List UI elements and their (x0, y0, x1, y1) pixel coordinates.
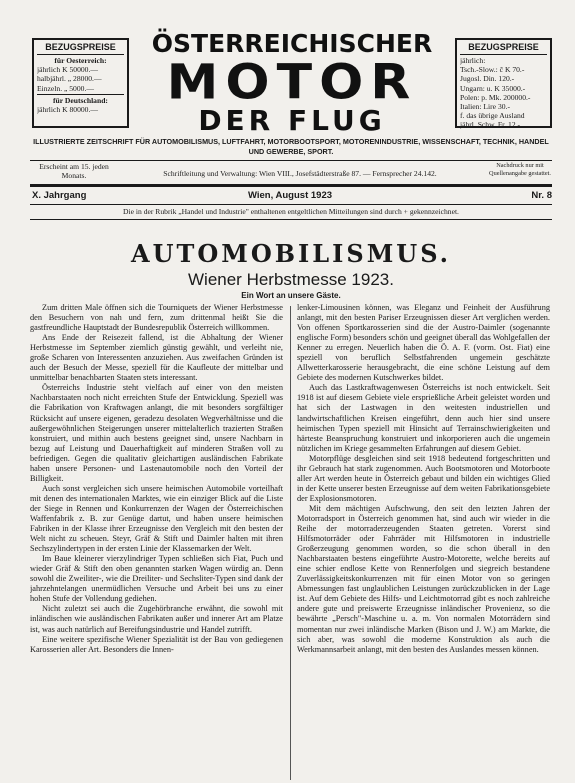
right-box-line: Jugosl. Din. 120.- (460, 74, 515, 84)
paragraph: lenker-Limousinen können, was Eleganz und Feinheit der Ausführung anlangt, mit den besten Pariser Erzeugnissen dieser Art verglichen werden. Von offenen Sportkarosserien sind die der Austro-Daimler (sogenannte englische Form) besonders schön und geeignet überall das Wohlgefallen der Kenner zu erregen. Neuerlich haben die Ö. A. F. (vorm. Ost. Fiat) eine speziell von beruflich Selbstfahrenden ungemein geschätzte Allwetterkarosserie herausgebracht, die eine schöne Leistung auf dem Gebiete des modernen Kutschwerkes bildet. (297, 303, 550, 383)
left-box-line: jährlich K 50000.— (37, 65, 98, 75)
advertisement-notice: Die in der Rubrik „Handel und Industrie" enthaltenen entgeltlichen Mitteilungen sind durch + gekennzeichnet. (123, 207, 459, 216)
paragraph: Auch das Lastkraftwagenwesen Österreichs ist noch entwickelt. Seit 1918 ist auf diesem Gebiete viele ersprießliche Arbeit geleistet worden und hat sich der Lastwagen in den weitesten industriellen und landwirtschaftlichen Kreisen eingeführt, denn auch hier sind unsere heimischen Typen speziell mit Hinsicht auf Terrainschwierigkeiten und härteste Beanspruchung konstruiert und inkorporieren auch die ungemein nützlichen im Kriege gesammelten Erfahrungen auf diesem Gebiet. (297, 383, 550, 453)
masthead-subtitle: ILLUSTRIERTE ZEITSCHRIFT FÜR AUTOMOBILISMUS, LUFTFAHRT, MOTORBOOTSPORT, MOTORENINDUSTRIE, WISSENSCHAFT, TECHNIK, HANDEL UND GEWERBE, SPORT. (33, 137, 549, 156)
left-box-line: jährlich K 80000.— (37, 105, 98, 115)
right-box-line: f. das übrige Ausland (460, 111, 525, 121)
left-price-box (32, 38, 129, 128)
publication-schedule: Erscheint am 15. jeden Monats. (39, 162, 109, 180)
article-column-left (30, 303, 283, 781)
divider (30, 160, 552, 161)
paragraph: Ans Ende der Reisezeit fallend, ist die Abhaltung der Wiener Herbstmesse im September ziemlich günstig gewählt, und verleiht nie, große Scharen von Interessenten anzuziehen. Aus zweifachen Gründen ist auch der Besuch der Messe, speziell für die Kaufleute der mittelbar und unmittelbar benachbarten Staaten stets interessant. (30, 333, 283, 383)
right-box-line: Tsch.-Slow.: č K 70.- (460, 65, 525, 75)
divider (37, 54, 124, 55)
paragraph: Motorpflüge desgleichen sind seit 1918 bedeutend fortgeschritten und ihr Gebrauch hat stark zugenommen. Auch Bootsmotoren und Motorboote aller Art werden heute in Österreich gebaut und bilden ein wichtiges Glied in der Kette unserer besten Erzeugnisse auf dem weiten Fabrikationsgebiete der Explosionsmotoren. (297, 453, 550, 503)
paragraph: Österreichs Industrie steht vielfach auf einer von den meisten Nachbarstaaten noch nicht erreichten Stufe der Entwicklung. Speziell was die Fabrikation von Kraftwagen anlangt, die mit besonders sorgfältiger Rücksicht auf unsere eigenen, geradezu desolaten Wegverhältnisse und die außergewöhnlichen Steigerungen unserer mittelalterlich trazierten Straßen konstruiert, und mithin auch bestens geeignet sind, unsere Nachbarn in bezug auf Leistung und Dauerhaftigkeit auf minderen Straßen voll zu befriedigen. Gegen die qualitativ gleichartigen ausländischen Fabrikate haben unsere Personen- und Lastenautomobile noch den Vorteil der Billigkeit. (30, 383, 283, 483)
right-box-title: BEZUGSPREISE (468, 42, 539, 52)
article-subtitle: Ein Wort an unsere Gäste. (241, 291, 341, 300)
article-title: Wiener Herbstmesse 1923. (188, 270, 394, 289)
divider (460, 54, 547, 55)
right-box-line: Polen: p. Mk. 200000.- (460, 92, 531, 102)
paragraph: Mit dem mächtigen Aufschwung, den seit den letzten Jahren der Motorradsport in Österreich genommen hat, sind auch wir wieder in die Reihe der motorraderzeugenden Staaten getreten. Vorerst sind Hilfsmotorräder oder Fahrräder mit Hilfsmotoren in industrielle Großerzeugung genommen worden, so die schon überall in den Nachbarstaaten bestens eingeführte Austro-Motorette, welche bereits auf eine schier endlose Kette von Rennerfolgen und siegreich bestandene Zuverlässigkeitskonkurrenzen mit für einen Motor von so geringen Abmessungen fast unglaublichen Leistungen zurückzublicken in der Lage ist. Auf dem Gebiete des Hilfs- und Leichtmotorrad gibt es noch zahlreiche andere gute und preiswerte Erzeugnisse inländischer Provenienz, so die bewährte „Persch"-Maschine u. a. m. Von normalen Motorrädern sind momentan nur zwei inländische Marken (Bison und J. W.) am Markte, die sich aber, was sowohl die moderne Konstruktion als auch die Werkmannsarbeit anlangt, mit den besten des Auslandes messen können. (297, 503, 550, 654)
left-box-line: halbjährl. „ 28000.— (37, 74, 102, 84)
masthead-motor: MOTOR (166, 55, 418, 111)
section-title: AUTOMOBILISMUS. (130, 239, 452, 268)
divider (30, 204, 552, 205)
paragraph: Eine weitere spezifische Wiener Spezialität ist der Bau von gediegenen Karosserien aller Art. Besonders die Innen- (30, 634, 283, 654)
paragraph: Nicht zuletzt sei auch die Zugehörbranche erwähnt, die sowohl mit inländischen wie ausländischen Fabrikaten außer und innerer Art am Platze ist, was auch natürlich auf Bereifungsindustrie und Handel zutrifft. (30, 604, 283, 634)
right-box-line: jährlich: (460, 56, 486, 65)
left-box-line: für Oesterreich: (54, 56, 107, 65)
paragraph: Im Baue kleinerer vierzylindriger Typen schließen sich Fiat, Puch und wieder Gräf & Stift den oben genannten starken Wagen würdig an. Denn sowohl die Zweiliter-, wie die Dreiliter- und Sechsliter-Typen sind dank der jahrzehntelangen unermüdlichen Versuche und Arbeit bei uns zu einer hohen Stufe der Vollendung gediehen. (30, 554, 283, 604)
reprint-notice: Nachdruck nur mit Quellenangabe gestattet. (489, 162, 551, 177)
left-box-title: BEZUGSPREISE (45, 42, 116, 52)
masthead-line1: ÖSTERREICHISCHER (151, 29, 433, 58)
right-price-box (455, 38, 552, 128)
left-box-line: für Deutschland: (53, 95, 108, 105)
divider (37, 94, 124, 95)
editorial-address: Schriftleitung und Verwaltung: Wien VIII., Josefstädterstraße 87. — Fernsprecher 24.142. (163, 169, 437, 178)
column-divider (290, 306, 291, 780)
masthead-der-flug: DER FLUG (198, 104, 386, 137)
left-box-line: Einzeln. „ 5000.— (37, 83, 94, 93)
right-box-line: Italien: Lire 30.- (460, 102, 510, 112)
article-column-right (297, 303, 550, 781)
issue-number: Nr. 8 (531, 190, 552, 201)
divider (30, 184, 552, 187)
right-box-line: Ungarn: u. K 35000.- (460, 83, 526, 93)
volume-label: X. Jahrgang (32, 190, 87, 201)
right-box-line: jährl. Schw. Fr. 12.- (460, 120, 521, 130)
paragraph: Auch sonst vergleichen sich unsere heimischen Automobile vorteilhaft mit denen des internationalen Marktes, wie ein einziger Blick auf die Liste der Siege in Rennen und Konkurrenzen der Wagen der Österreichischen Waffenfabrik z. B. zur Genüge dartut, und haben unsere heimischen Fabriken in der Klasse ihrer Erzeugnisse den Vergleich mit den besten der Welt nicht zu scheuen. Steyr, Gräf & Stift und Daimler halten mit ihren Sechszylindertypen in der ersten Linie der Klassemarken der Welt. (30, 483, 283, 554)
divider (30, 219, 552, 220)
paragraph: Zum dritten Male öffnen sich die Tourniquets der Wiener Herbstmesse den Besuchern von nah und fern, zum drittenmal heißt Sie die gastfreundliche Hauptstadt der Bundesrepublik Österreich willkommen. (30, 303, 283, 333)
issue-date: Wien, August 1923 (247, 190, 333, 201)
